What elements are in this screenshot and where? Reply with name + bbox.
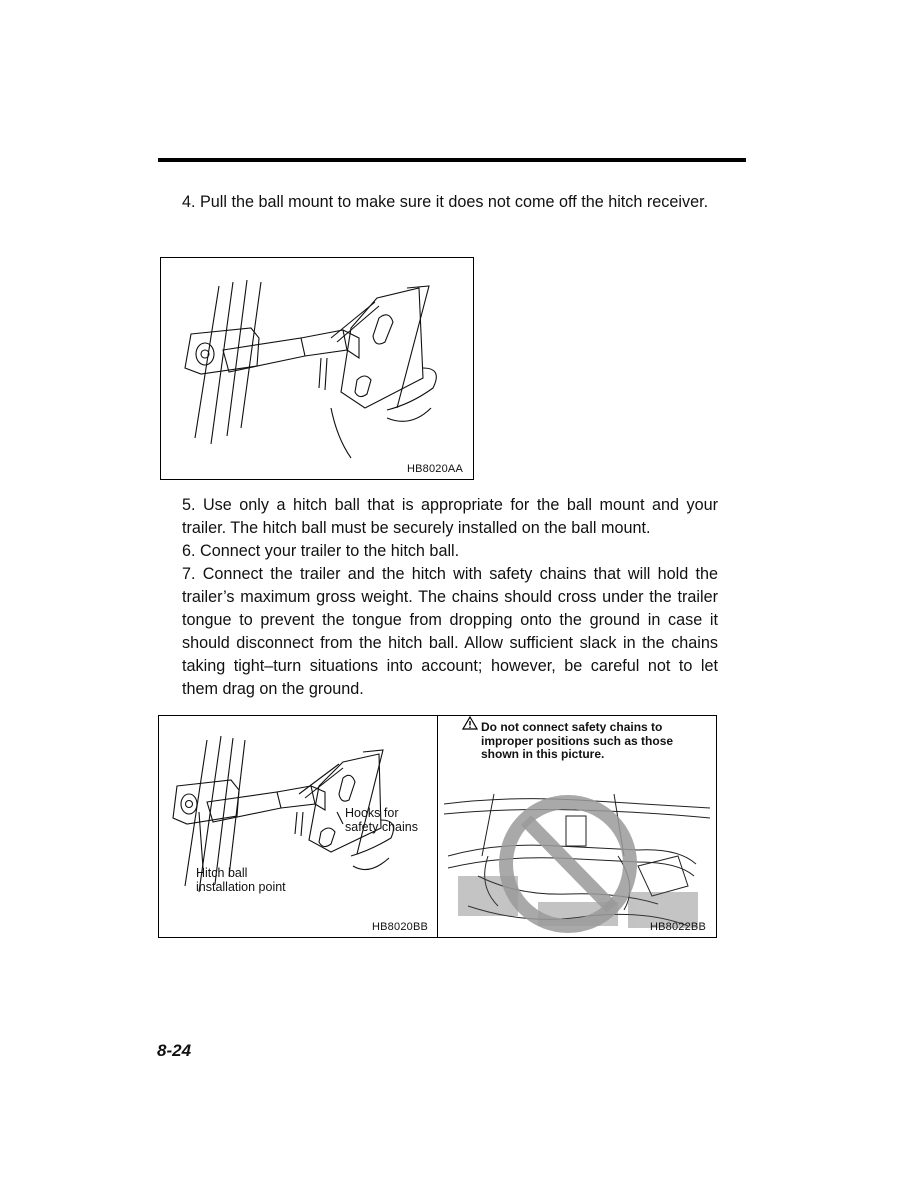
figure-id-label-right: HB8022BB: [649, 921, 706, 933]
ball-mount-illustration: [161, 258, 473, 479]
figure-id-label-left: HB8020BB: [372, 921, 429, 933]
step-7-text: 7. Connect the trailer and the hitch with safety chains that will hold the trailer’s maximum gross weight. The chains should cross under the trailer tongue to prevent the tongue from dropping onto the ground in case it should disconnect from the hitch ball. Allow sufficient slack in the chains taking tight–turn situations into account; however, be careful not to let them drag on the ground.: [182, 565, 718, 698]
step-6-text: 6. Connect your trailer to the hitch ball.: [182, 542, 460, 560]
step-4-text: 4. Pull the ball mount to make sure it does not come off the hitch receiver.: [182, 193, 709, 211]
hooks-label: Hooks for safety chains: [345, 806, 418, 834]
warning-text: Do not connect safety chains to improper positions such as those shown in this picture.: [481, 720, 674, 761]
figure-id-label: HB8020AA: [406, 463, 463, 475]
figure-ball-mount: [160, 257, 474, 480]
header-rule: [158, 158, 746, 162]
hitch-ball-label: Hitch ball installation point: [196, 866, 286, 894]
step-5-text: 5. Use only a hitch ball that is appropriate for the ball mount and your trailer. The hitch ball must be securely installed on the ball mount.: [182, 496, 718, 537]
figure-safety-chains: [158, 715, 717, 938]
undercarriage-photo: [438, 716, 716, 937]
page-number: 8-24: [157, 1041, 192, 1060]
